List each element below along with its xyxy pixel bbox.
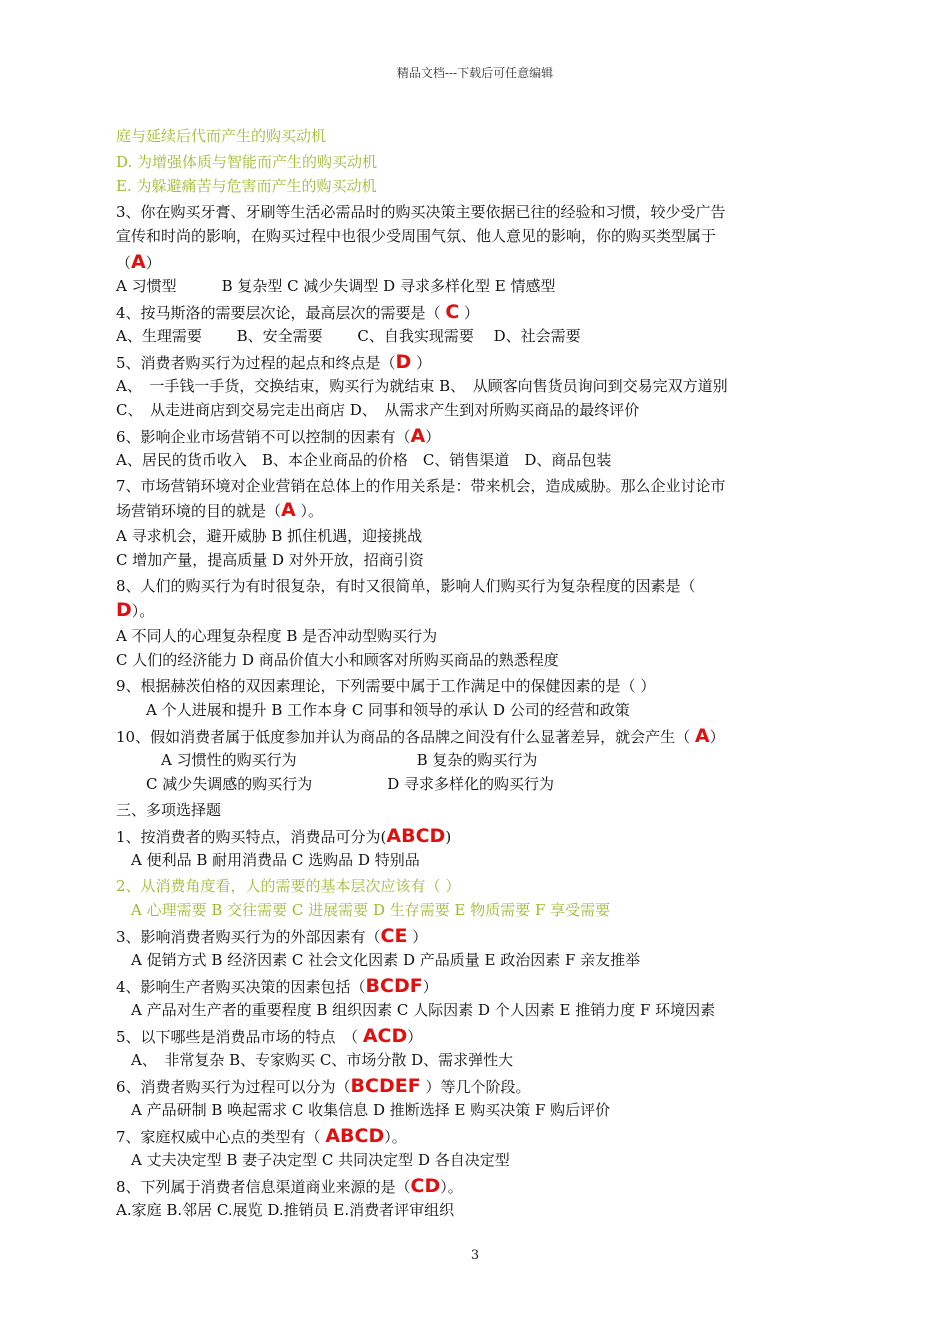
text-line xyxy=(116,324,816,348)
text-line xyxy=(116,1098,816,1122)
line-text: A 丈夫决定型 B 妻子决定型 C 共同决定型 D 各自决定型 xyxy=(116,1151,510,1169)
text-line xyxy=(116,300,816,324)
line-text: 三、多项选择题 xyxy=(116,801,222,819)
line-text: 8、下列属于消费者信息渠道商业来源的是（ xyxy=(116,1178,411,1196)
text-line xyxy=(116,274,816,298)
text-line xyxy=(116,724,816,748)
line-text-tail: ）。 xyxy=(440,1178,463,1196)
line-text: A 习惯型 B 复杂型 C 减少失调型 D 寻求多样化型 E 情感型 xyxy=(116,277,556,295)
line-text: 2、从消费角度看，人的需要的基本层次应该有（ ） xyxy=(116,877,461,895)
text-line xyxy=(116,1024,816,1048)
answer-mark: ABCD xyxy=(386,825,446,847)
answer-mark: CE xyxy=(380,925,408,947)
text-line xyxy=(116,174,816,198)
text-line xyxy=(116,1198,816,1222)
line-text: 5、消费者购买行为过程的起点和终点是（ xyxy=(116,354,396,372)
answer-mark: CD xyxy=(410,1175,441,1197)
text-line xyxy=(116,974,816,998)
line-text-tail: ） xyxy=(407,1028,423,1046)
text-line xyxy=(116,698,816,722)
line-text: 6、消费者购买行为过程可以分为（ xyxy=(116,1078,351,1096)
line-text: A、 非常复杂 B、专家购买 C、市场分散 D、需求弹性大 xyxy=(116,1051,514,1069)
line-text: 5、以下哪些是消费品市场的特点 （ xyxy=(116,1028,363,1046)
line-text: E. 为躲避痛苦与危害而产生的购买动机 xyxy=(116,177,377,195)
line-text-tail: ）等几个阶段。 xyxy=(420,1078,531,1096)
text-line xyxy=(116,772,816,796)
line-text: A 心理需要 B 交往需要 C 进展需要 D 生存需要 E 物质需要 F 享受需要 xyxy=(116,901,611,919)
text-line xyxy=(116,874,816,898)
line-text: 1、按消费者的购买特点，消费品可分为( xyxy=(116,828,387,846)
text-line xyxy=(116,624,816,648)
answer-mark: BCDEF xyxy=(350,1075,421,1097)
page-header: 精品文档---下载后可任意编辑 xyxy=(396,66,554,80)
line-text: 宣传和时尚的影响，在购买过程中也很少受周围气氛、他人意见的影响，你的购买类型属于 xyxy=(116,227,717,245)
text-line xyxy=(116,1174,816,1198)
line-text: 4、按马斯洛的需要层次论，最高层次的需要是（ xyxy=(116,304,446,322)
line-text: A、居民的货币收入 B、本企业商品的价格 C、销售渠道 D、商品包装 xyxy=(116,451,612,469)
line-text-tail: ） xyxy=(425,428,441,446)
line-text: A 寻求机会，避开威胁 B 抓住机遇，迎接挑战 xyxy=(116,527,423,545)
line-text: 3、你在购买牙膏、牙刷等生活必需品时的购买决策主要依据已往的经验和习惯，较少受广告 xyxy=(116,203,726,221)
text-line xyxy=(116,574,816,598)
text-line xyxy=(116,374,816,398)
text-line xyxy=(116,498,816,522)
text-line xyxy=(116,924,816,948)
text-line xyxy=(116,824,816,848)
line-text: C 增加产量，提高质量 D 对外开放，招商引资 xyxy=(116,551,424,569)
text-line xyxy=(116,948,816,972)
line-text: 4、影响生产者购买决策的因素包括（ xyxy=(116,978,366,996)
line-text: 7、市场营销环境对企业营销在总体上的作用关系是：带来机会，造成威胁。那么企业讨论市 xyxy=(116,477,726,495)
line-text-tail: ） xyxy=(422,978,438,996)
text-line xyxy=(116,898,816,922)
line-text: 6、影响企业市场营销不可以控制的因素有（ xyxy=(116,428,411,446)
text-line xyxy=(116,524,816,548)
line-text-tail: ） xyxy=(145,254,161,272)
line-text: A 便利品 B 耐用消费品 C 选购品 D 特别品 xyxy=(116,851,420,869)
text-line xyxy=(116,398,816,422)
text-line xyxy=(116,250,816,274)
text-line xyxy=(116,350,816,374)
text-line xyxy=(116,1148,816,1172)
line-text-tail: ） xyxy=(709,728,725,746)
answer-mark: BCDF xyxy=(365,975,423,997)
answer-mark: D xyxy=(116,599,132,621)
text-line xyxy=(116,124,816,148)
line-text: D. 为增强体质与智能而产生的购买动机 xyxy=(116,153,378,171)
line-text: 3、影响消费者购买行为的外部因素有（ xyxy=(116,928,381,946)
line-text: A 习惯性的购买行为 B 复杂的购买行为 xyxy=(116,751,538,769)
line-text-tail: ) xyxy=(445,828,452,846)
text-line xyxy=(116,224,816,248)
line-text-tail: ）。 xyxy=(384,1128,407,1146)
text-line xyxy=(116,424,816,448)
line-text: （ xyxy=(116,254,132,272)
line-text-tail: ） xyxy=(411,354,432,372)
line-text: C 人们的经济能力 D 商品价值大小和顾客对所购买商品的熟悉程度 xyxy=(116,651,559,669)
text-line xyxy=(116,1074,816,1098)
text-line xyxy=(116,648,816,672)
text-line xyxy=(116,674,816,698)
line-text: 9、根据赫茨伯格的双因素理论，下列需要中属于工作满足中的保健因素的是（ ） xyxy=(116,677,656,695)
line-text: A 个人进展和提升 B 工作本身 C 同事和领导的承认 D 公司的经营和政策 xyxy=(116,701,630,719)
line-text: A 促销方式 B 经济因素 C 社会文化因素 D 产品质量 E 政治因素 F 亲友推举 xyxy=(116,951,641,969)
answer-mark: A xyxy=(694,725,710,747)
text-line xyxy=(116,548,816,572)
text-line xyxy=(116,798,816,822)
text-line xyxy=(116,474,816,498)
line-text: C、 从走进商店到交易完走出商店 D、 从需求产生到对所购买商品的最终评价 xyxy=(116,401,640,419)
answer-mark: A xyxy=(410,425,426,447)
line-text: 7、家庭权威中心点的类型有（ xyxy=(116,1128,326,1146)
line-text: A、 一手钱一手货，交换结束，购买行为就结束 B、 从顾客向售货员询问到交易完双方道别 xyxy=(116,377,728,395)
text-line xyxy=(116,598,816,622)
text-line xyxy=(116,448,816,472)
line-text: A、生理需要 B、安全需要 C、自我实现需要 D、社会需要 xyxy=(116,327,581,345)
line-text: A 不同人的心理复杂程度 B 是否冲动型购买行为 xyxy=(116,627,438,645)
answer-mark: ABCD xyxy=(325,1125,385,1147)
line-text: 庭与延续后代而产生的购买动机 xyxy=(116,127,327,145)
line-text: 10、假如消费者属于低度参加并认为商品的各品牌之间没有什么显著差异，就会产生（ xyxy=(116,728,695,746)
page-number: 3 xyxy=(470,1248,480,1263)
answer-mark: A xyxy=(281,499,296,521)
answer-mark: C xyxy=(445,301,460,323)
line-text-tail: ） xyxy=(459,304,480,322)
text-line xyxy=(116,748,816,772)
line-text: 场营销环境的目的就是（ xyxy=(116,502,282,520)
line-text-tail: ）。 xyxy=(131,602,155,620)
text-line xyxy=(116,1124,816,1148)
line-text: A 产品对生产者的重要程度 B 组织因素 C 人际因素 D 个人因素 E 推销力度 F 环境因素 xyxy=(116,1001,716,1019)
text-line xyxy=(116,998,816,1022)
answer-mark: ACD xyxy=(362,1025,408,1047)
line-text: A.家庭 B.邻居 C.展览 D.推销员 E.消费者评审组织 xyxy=(116,1201,455,1219)
line-text: C 减少失调感的购买行为 D 寻求多样化的购买行为 xyxy=(116,775,555,793)
answer-mark: D xyxy=(395,351,412,373)
line-text: 8、人们的购买行为有时很复杂，有时又很简单，影响人们购买行为复杂程度的因素是（ xyxy=(116,577,696,595)
text-line xyxy=(116,848,816,872)
line-text-tail: ）。 xyxy=(295,502,324,520)
line-text-tail: ） xyxy=(407,928,428,946)
answer-mark: A xyxy=(131,251,146,273)
text-line xyxy=(116,200,816,224)
text-line xyxy=(116,150,816,174)
line-text: A 产品研制 B 唤起需求 C 收集信息 D 推断选择 E 购买决策 F 购后评价 xyxy=(116,1101,611,1119)
text-line xyxy=(116,1048,816,1072)
